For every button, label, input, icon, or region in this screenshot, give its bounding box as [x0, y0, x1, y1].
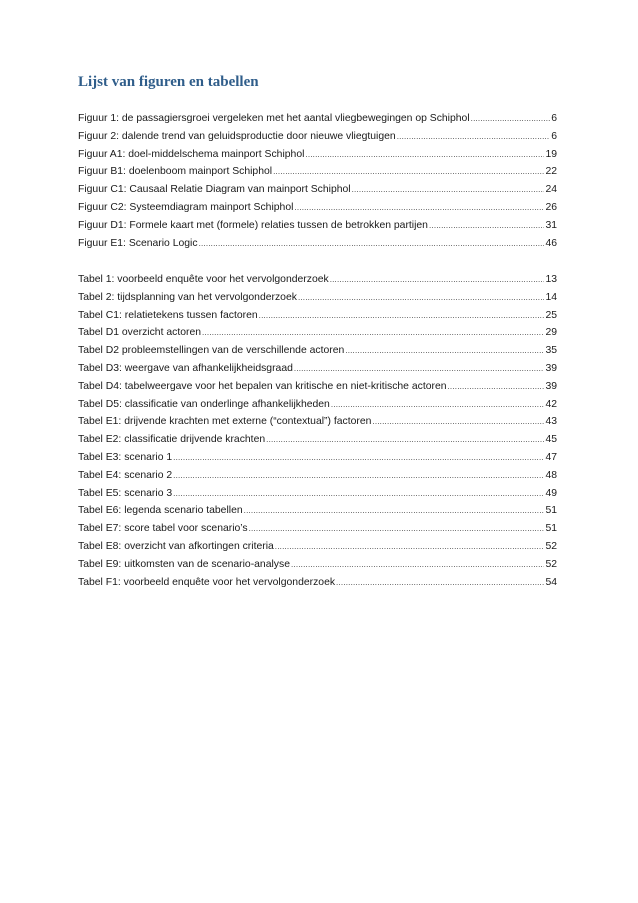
entry-page: 42	[545, 398, 557, 410]
entry-title: Tabel 2: tijdsplanning van het vervolgonderzoek	[78, 291, 297, 303]
entry-page: 31	[545, 219, 557, 231]
dot-leader	[336, 574, 544, 592]
toc-entry-table[interactable]	[78, 413, 557, 431]
entry-page: 52	[545, 540, 557, 552]
dot-leader	[294, 199, 544, 217]
entry-title: Tabel E4: scenario 2	[78, 469, 173, 481]
toc-entry-table[interactable]	[78, 538, 557, 556]
entry-page: 54	[545, 576, 557, 588]
entry-page: 51	[545, 505, 557, 517]
dot-leader	[429, 217, 544, 235]
entry-title: Figuur 1: de passagiersgroei vergeleken met het aantal vliegbewegingen op Schiphol	[78, 113, 470, 124]
entry-page: 24	[545, 184, 557, 196]
toc-entry-figure[interactable]	[78, 181, 557, 199]
dot-leader	[291, 556, 544, 574]
entry-title: Tabel F1: voorbeeld enquête voor het vervolgonderzoek	[78, 576, 336, 588]
entry-page: 19	[545, 148, 557, 160]
dot-leader	[173, 485, 544, 503]
dot-leader	[266, 431, 544, 449]
toc-entry-table[interactable]	[78, 360, 557, 378]
toc-entry-table[interactable]	[78, 307, 557, 325]
toc-entry-table[interactable]	[78, 289, 557, 307]
toc-entry-figure[interactable]	[78, 235, 557, 253]
dot-leader	[273, 163, 544, 181]
dot-leader	[352, 181, 545, 199]
toc-entry-table[interactable]	[78, 378, 557, 396]
entry-title: Tabel C1: relatietekens tussen factoren	[78, 309, 258, 321]
dot-leader	[173, 449, 544, 467]
entry-page: 51	[545, 523, 557, 535]
entry-page: 22	[545, 166, 557, 178]
toc-entry-table[interactable]	[78, 574, 557, 592]
entry-page: 52	[545, 558, 557, 570]
entry-page: 26	[545, 201, 557, 213]
entry-title: Tabel E8: overzicht van afkortingen criteria	[78, 540, 274, 552]
figure-list	[78, 110, 557, 252]
entry-page: 35	[545, 345, 557, 357]
entry-title: Figuur E1: Scenario Logic	[78, 237, 198, 249]
entry-title: Tabel E1: drijvende krachten met externe (“contextual”) factoren	[78, 416, 372, 428]
dot-leader	[199, 235, 545, 253]
entry-page: 46	[545, 237, 557, 249]
entry-title: Figuur A1: doel-middelschema mainport Schiphol	[78, 148, 305, 160]
entry-title: Tabel E6: legenda scenario tabellen	[78, 505, 243, 517]
toc-entry-figure[interactable]	[78, 110, 557, 128]
entry-title: Tabel E9: uitkomsten van de scenario-analyse	[78, 558, 290, 570]
dot-leader	[331, 396, 545, 414]
entry-title: Tabel E2: classificatie drijvende krachten	[78, 434, 266, 446]
entry-page: 13	[545, 274, 557, 285]
entry-title: Tabel E3: scenario 1	[78, 451, 173, 463]
dot-leader	[330, 271, 545, 289]
toc-entry-table[interactable]	[78, 485, 557, 503]
dot-leader	[259, 307, 545, 325]
entry-title: Tabel D4: tabelweergave voor het bepalen van kritische en niet-kritische actoren	[78, 380, 447, 392]
entry-title: Tabel E7: score tabel voor scenario’s	[78, 523, 248, 535]
entry-title: Tabel D1 overzicht actoren	[78, 327, 202, 339]
entry-page: 39	[545, 380, 557, 392]
dot-leader	[244, 502, 545, 520]
entry-page: 45	[545, 434, 557, 446]
entry-page: 43	[545, 416, 557, 428]
entry-title: Figuur C2: Systeemdiagram mainport Schiphol	[78, 201, 294, 213]
toc-entry-figure[interactable]	[78, 146, 557, 164]
entry-page: 39	[545, 362, 557, 374]
dot-leader	[298, 289, 545, 307]
entry-title: Tabel D2 probleemstellingen van de verschillende actoren	[78, 345, 345, 357]
dot-leader	[173, 467, 544, 485]
toc-entry-table[interactable]	[78, 271, 557, 289]
dot-leader	[202, 324, 544, 342]
entry-title: Figuur B1: doelenboom mainport Schiphol	[78, 166, 273, 178]
entry-page: 49	[545, 487, 557, 499]
entry-title: Figuur C1: Causaal Relatie Diagram van mainport Schiphol	[78, 184, 351, 196]
toc-entry-table[interactable]	[78, 520, 557, 538]
toc-entry-table[interactable]	[78, 502, 557, 520]
entry-title: Tabel E5: scenario 3	[78, 487, 173, 499]
toc-entry-table[interactable]	[78, 556, 557, 574]
toc-entry-figure[interactable]	[78, 199, 557, 217]
entry-title: Tabel D3: weergave van afhankelijkheidsgraad	[78, 362, 293, 374]
page-title: Lijst van figuren en tabellen	[78, 74, 259, 90]
table-list	[78, 271, 557, 591]
entry-title: Figuur D1: Formele kaart met (formele) relaties tussen de betrokken partijen	[78, 219, 428, 231]
toc-entry-figure[interactable]	[78, 217, 557, 235]
entry-page: 6	[551, 130, 557, 142]
toc-entry-table[interactable]	[78, 431, 557, 449]
dot-leader	[275, 538, 545, 556]
entry-page: 29	[545, 327, 557, 339]
dot-leader	[345, 342, 544, 360]
toc-entry-table[interactable]	[78, 324, 557, 342]
dot-leader	[372, 413, 544, 431]
dot-leader	[294, 360, 545, 378]
dot-leader	[305, 146, 544, 164]
dot-leader	[471, 110, 551, 128]
entry-page: 6	[551, 113, 557, 124]
entry-page: 14	[545, 291, 557, 303]
entry-page: 25	[545, 309, 557, 321]
toc-entry-table[interactable]	[78, 467, 557, 485]
toc-entry-figure[interactable]	[78, 128, 557, 146]
entry-title: Tabel 1: voorbeeld enquête voor het vervolgonderzoek	[78, 274, 329, 285]
dot-leader	[249, 520, 545, 538]
entry-title: Figuur 2: dalende trend van geluidsproductie door nieuwe vliegtuigen	[78, 130, 396, 142]
entry-title: Tabel D5: classificatie van onderlinge afhankelijkheden	[78, 398, 330, 410]
toc-entry-figure[interactable]	[78, 163, 557, 181]
dot-leader	[397, 128, 551, 146]
entry-page: 48	[545, 469, 557, 481]
toc-entry-table[interactable]	[78, 396, 557, 414]
dot-leader	[448, 378, 545, 396]
toc-entry-table[interactable]	[78, 449, 557, 467]
toc-entry-table[interactable]	[78, 342, 557, 360]
entry-page: 47	[545, 451, 557, 463]
